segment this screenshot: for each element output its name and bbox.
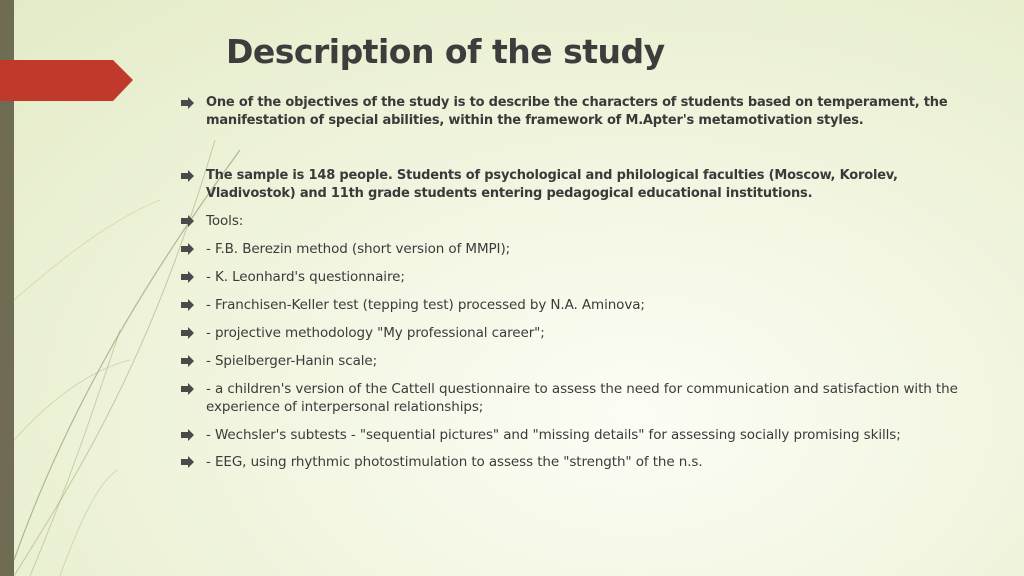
- bullet-item-berezin: [178, 240, 978, 258]
- bullet-item-projective: [178, 324, 978, 342]
- bullet-text: - Franchisen-Keller test (tepping test) processed by N.A. Aminova;: [206, 297, 645, 313]
- bullet-text: The sample is 148 people. Students of psychological and philological faculties (Moscow, Korolev, Vladivostok) and 11th grade students entering pedagogical educational institutions.: [206, 168, 898, 201]
- arrow-bullet-icon: [178, 453, 196, 471]
- arrow-bullet-icon: [178, 426, 196, 444]
- arrow-bullet-icon: [178, 240, 196, 258]
- bullet-item-cattell: [178, 380, 978, 416]
- bullet-text: - a children's version of the Cattell questionnaire to assess the need for communication and satisfaction with the experience of interpersonal relationships;: [206, 381, 958, 415]
- accent-arrow-banner: [0, 0, 140, 110]
- bullet-item-spielberger: [178, 352, 978, 370]
- arrow-bullet-icon: [178, 296, 196, 314]
- arrow-bullet-icon: [178, 380, 196, 398]
- bullet-text: - K. Leonhard's questionnaire;: [206, 269, 405, 285]
- bullet-item-tepping-test: [178, 296, 978, 314]
- bullet-text: - F.B. Berezin method (short version of MMPI);: [206, 241, 511, 257]
- bullet-text: One of the objectives of the study is to describe the characters of students based on temperament, the manifestation of special abilities, within the framework of M.Apter's metamotivation styles.: [206, 95, 948, 128]
- bullet-item-wechsler: [178, 426, 978, 444]
- bullet-item-eeg: [178, 453, 978, 471]
- bullet-item-tools: [178, 212, 978, 230]
- arrow-bullet-icon: [178, 212, 196, 230]
- bullet-text: Tools:: [206, 213, 244, 229]
- bullet-item-leonhard: [178, 268, 978, 286]
- bullet-text: - Wechsler's subtests - "sequential pictures" and "missing details" for assessing socially promising skills;: [206, 427, 901, 443]
- bullet-item-sample: [178, 167, 978, 203]
- arrow-bullet-icon: [178, 324, 196, 342]
- arrow-bullet-icon: [178, 94, 196, 112]
- bullet-item-objectives: [178, 94, 978, 130]
- arrow-bullet-icon: [178, 167, 196, 185]
- arrow-bullet-icon: [178, 268, 196, 286]
- bullet-text: - EEG, using rhythmic photostimulation to assess the "strength" of the n.s.: [206, 454, 703, 470]
- bullet-text: - projective methodology "My professional career";: [206, 325, 545, 341]
- arrow-bullet-icon: [178, 352, 196, 370]
- bullet-text: - Spielberger-Hanin scale;: [206, 353, 378, 369]
- page-title: Description of the study: [226, 32, 665, 71]
